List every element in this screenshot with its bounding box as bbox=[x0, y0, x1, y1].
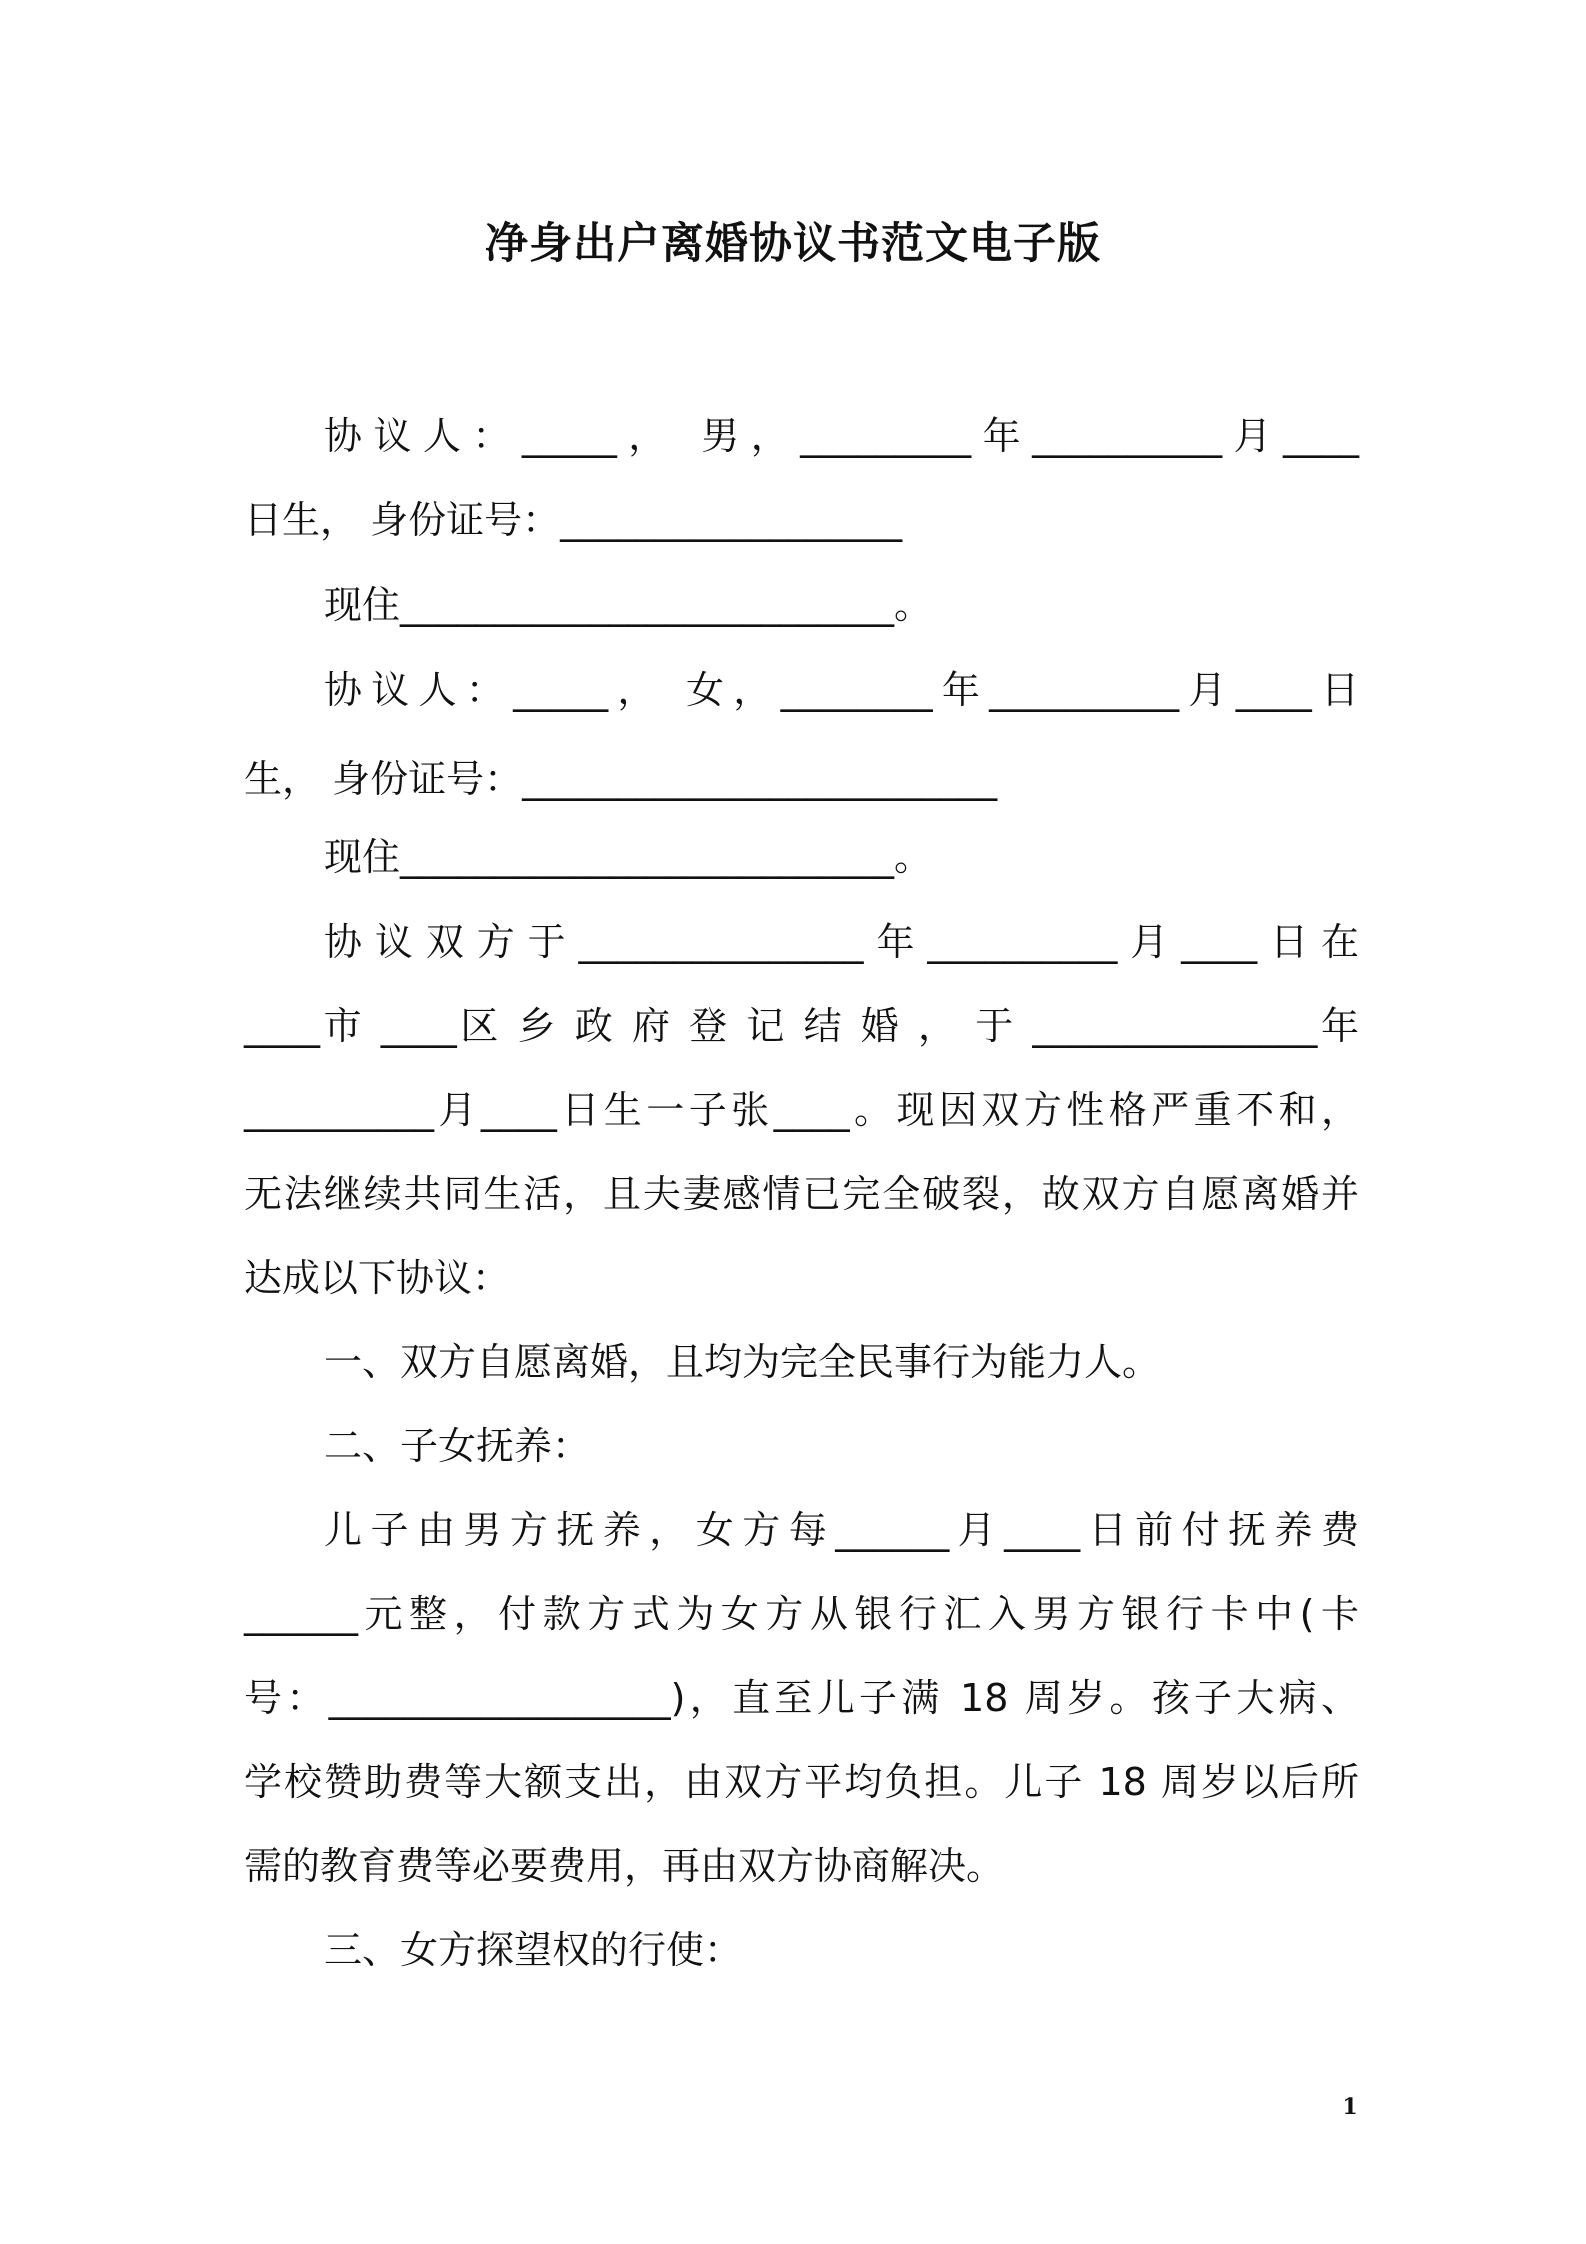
text-line: 需的教育费等必要费用，再由双方协商解决。 bbox=[244, 1844, 1005, 1888]
text-line: 达成以下协议： bbox=[244, 1256, 511, 1300]
text-line: 协议人：_____， 女，________年__________月____日 bbox=[324, 668, 1359, 712]
text-line: 号：__________________)，直至儿子满 18 周岁。孩子大病、 bbox=[244, 1676, 1359, 1720]
text-line: 现住__________________________。 bbox=[324, 583, 933, 627]
text-line: 协议人：_____， 男，_________年__________月____ bbox=[324, 414, 1359, 458]
text-line: ______元整，付款方式为女方从银行汇入男方银行卡中(卡 bbox=[244, 1592, 1359, 1636]
page-number: 1 bbox=[1342, 2094, 1358, 2120]
text-line: __________月____日生一子张____。现因双方性格严重不和， bbox=[244, 1088, 1359, 1132]
text-line: 生， 身份证号：_________________________ bbox=[244, 757, 998, 801]
document-title: 净身出户离婚协议书范文电子版 bbox=[485, 219, 1101, 269]
text-line: 协议双方于_______________年__________月____日在 bbox=[324, 920, 1359, 964]
text-line: 现住__________________________。 bbox=[324, 835, 933, 879]
text-line: 三、女方探望权的行使： bbox=[324, 1928, 743, 1972]
text-line: 二、子女抚养： bbox=[324, 1424, 591, 1468]
text-line: 儿子由男方抚养，女方每______月____日前付抚养费 bbox=[324, 1508, 1359, 1552]
text-line: 学校赞助费等大额支出，由双方平均负担。儿子 18 周岁以后所 bbox=[244, 1760, 1359, 1804]
text-line: ____市 ____区 乡 政 府 登 记 结 婚 ， 于 _______________年 bbox=[244, 1004, 1359, 1048]
text-line: 一、双方自愿离婚，且均为完全民事行为能力人。 bbox=[324, 1340, 1161, 1384]
text-line: 日生， 身份证号：__________________ bbox=[244, 498, 903, 542]
text-line: 无法继续共同生活，且夫妻感情已完全破裂，故双方自愿离婚并 bbox=[244, 1172, 1359, 1216]
